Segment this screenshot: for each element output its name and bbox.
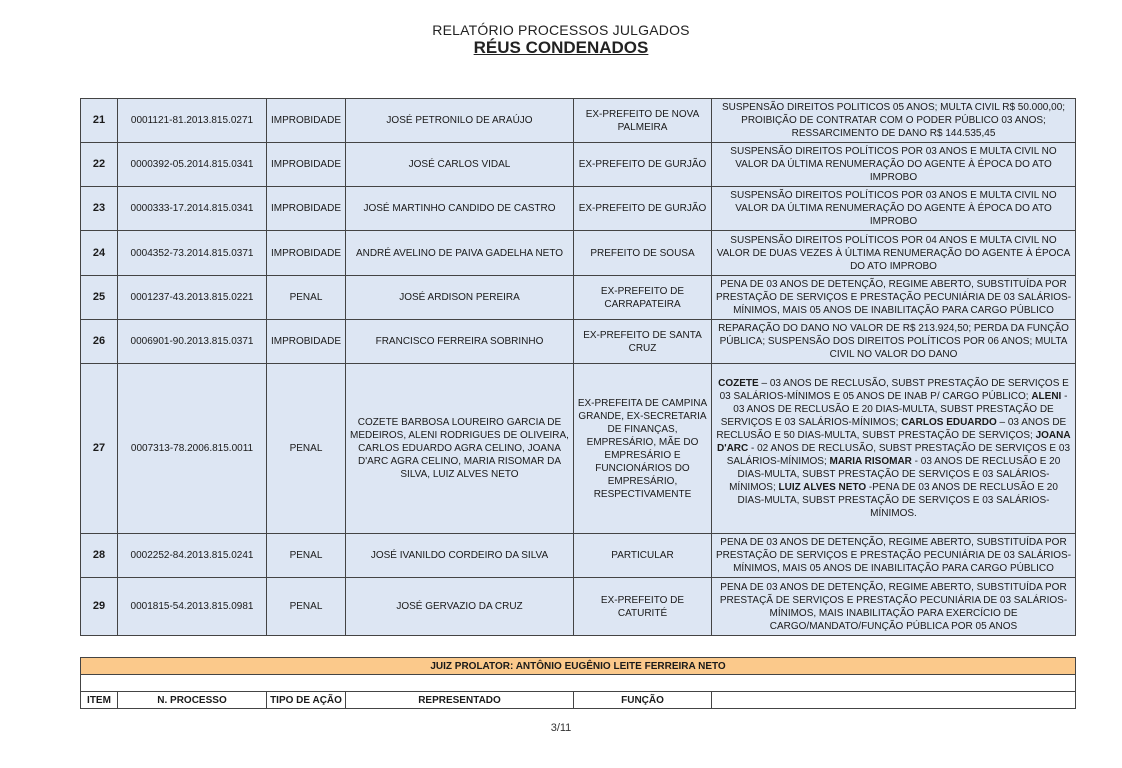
row-pena: PENA DE 03 ANOS DE DETENÇÃO, REGIME ABERTO, SUBSTITUÍDA POR PRESTAÇÃ DE SERVIÇOS E PRESTAÇÃO PECUNIÁRIA DE 03 SALÁRIOS-MÍNIMOS, MAIS INABILITAÇÃO PARA EXERCÍCIO DE CARGO/MANDATO/FUNÇÃO PÚBLICA POR 05 ANOS — [712, 578, 1076, 636]
row-representado: JOSÉ MARTINHO CANDIDO DE CASTRO — [346, 187, 574, 231]
defendant-sentence: - 03 ANOS DE RECLUSÃO E 20 DIAS-MULTA, SUBST PRESTAÇÃO DE SERVIÇOS E 03 SALÁRIOS-MÍNIMOS; — [720, 391, 1068, 428]
row-representado: FRANCISCO FERREIRA SOBRINHO — [346, 320, 574, 364]
row-tipo: IMPROBIDADE — [267, 99, 346, 143]
row-processo: 0007313-78.2006.815.0011 — [118, 364, 267, 534]
table-row — [81, 143, 1076, 187]
column-header-funcao: FUNÇÃO — [574, 692, 712, 709]
defendant-sentence: – 03 ANOS DE RECLUSÃO E 50 DIAS-MULTA, SUBST PRESTAÇÃO DE SERVIÇOS; — [716, 417, 1067, 441]
column-header-tipo: TIPO DE AÇÃO — [267, 692, 346, 709]
row-processo: 0006901-90.2013.815.0371 — [118, 320, 267, 364]
row-processo: 0001237-43.2013.815.0221 — [118, 276, 267, 320]
row-representado: JOSÉ IVANILDO CORDEIRO DA SILVA — [346, 534, 574, 578]
row-tipo: PENAL — [267, 578, 346, 636]
cases-table — [80, 98, 1076, 636]
row-item: 26 — [81, 320, 118, 364]
row-pena: SUSPENSÃO DIREITOS POLÍTICOS POR 03 ANOS E MULTA CIVIL NO VALOR DA ÚLTIMA RENUMERAÇÃO DO AGENTE À ÉPOCA DO ATO IMPROBO — [712, 143, 1076, 187]
report-title: RELATÓRIO PROCESSOS JULGADOS — [432, 22, 690, 38]
row-representado: JOSÉ PETRONILO DE ARAÚJO — [346, 99, 574, 143]
row-funcao: EX-PREFEITO DE NOVA PALMEIRA — [574, 99, 712, 143]
row-tipo: IMPROBIDADE — [267, 143, 346, 187]
column-header-processo: N. PROCESSO — [118, 692, 267, 709]
report-header — [0, 22, 1122, 58]
defendant-sentence: – 03 ANOS DE RECLUSÃO, SUBST PRESTAÇÃO DE SERVIÇOS E 03 SALÁRIOS-MÍNIMOS E 05 ANOS DE INAB P/ CARGO PÚBLICO; — [719, 378, 1069, 402]
cases-table-body — [81, 99, 1076, 636]
row-representado: COZETE BARBOSA LOUREIRO GARCIA DE MEDEIROS, ALENI RODRIGUES DE OLIVEIRA, CARLOS EDUARDO AGRA CELINO, JOANA D'ARC AGRA CELINO, MARIA RISOMAR DA SILVA, LUIZ ALVES NETO — [346, 364, 574, 534]
judge-title: JUIZ PROLATOR: ANTÔNIO EUGÊNIO LEITE FERREIRA NETO — [81, 658, 1076, 675]
row-pena: SUSPENSÃO DIREITOS POLITICOS 05 ANOS; MULTA CIVIL R$ 50.000,00; PROIBIÇÃO DE CONTRATAR COM O PODER PÚBLICO 03 ANOS; RESSARCIMENTO DE DANO R$ 144.535,45 — [712, 99, 1076, 143]
table-row — [81, 320, 1076, 364]
row-tipo: PENAL — [267, 364, 346, 534]
row-item: 29 — [81, 578, 118, 636]
row-representado: JOSÉ GERVAZIO DA CRUZ — [346, 578, 574, 636]
row-item: 25 — [81, 276, 118, 320]
row-funcao: EX-PREFEITO DE CATURITÉ — [574, 578, 712, 636]
defendant-name: COZETE — [718, 378, 759, 389]
defendant-name: JOANA D'ARC — [716, 430, 1071, 454]
defendant-name: LUIZ ALVES NETO — [778, 482, 867, 493]
table-row — [81, 578, 1076, 636]
defendant-sentence: - 03 ANOS DE RECLUSÃO E 20 DIAS-MULTA, SUBST PRESTAÇÃO DE SERVIÇOS E 03 SALÁRIOS-MÍNIMOS; — [729, 456, 1061, 493]
row-tipo: IMPROBIDADE — [267, 231, 346, 276]
row-processo: 0000333-17.2014.815.0341 — [118, 187, 267, 231]
table-row — [81, 534, 1076, 578]
row-item: 21 — [81, 99, 118, 143]
table-row — [81, 231, 1076, 276]
row-item: 28 — [81, 534, 118, 578]
row-tipo: PENAL — [267, 276, 346, 320]
row-processo: 0002252-84.2013.815.0241 — [118, 534, 267, 578]
row-tipo: IMPROBIDADE — [267, 187, 346, 231]
row-representado: ANDRÉ AVELINO DE PAIVA GADELHA NETO — [346, 231, 574, 276]
row-pena: PENA DE 03 ANOS DE DETENÇÃO, REGIME ABERTO, SUBSTITUÍDA POR PRESTAÇÃO DE SERVIÇOS E PRESTAÇÃO PECUNIÁRIA DE 03 SALÁRIOS-MÍNIMOS, MAIS 05 ANOS DE INABILITAÇÃO PARA CARGO PÚBLICO — [712, 276, 1076, 320]
defendant-name: MARIA RISOMAR — [829, 456, 912, 467]
row-funcao: PREFEITO DE SOUSA — [574, 231, 712, 276]
row-pena — [712, 364, 1076, 534]
row-item: 23 — [81, 187, 118, 231]
row-funcao: EX-PREFEITA DE CAMPINA GRANDE, EX-SECRETARIA DE FINANÇAS, EMPRESÁRIO, MÃE DO EMPRESÁRIO E FUNCIONÁRIOS DO EMPRESÁRIO, RESPECTIVAMENTE — [574, 364, 712, 534]
table-row — [81, 276, 1076, 320]
table-row — [81, 364, 1076, 534]
defendant-name: CARLOS EDUARDO — [901, 417, 997, 428]
row-processo: 0001815-54.2013.815.0981 — [118, 578, 267, 636]
row-tipo: PENAL — [267, 534, 346, 578]
judge-table — [80, 657, 1076, 709]
table-row — [81, 187, 1076, 231]
row-pena: REPARAÇÃO DO DANO NO VALOR DE R$ 213.924,50; PERDA DA FUNÇÃO PÚBLICA; SUSPENSÃO DOS DIREITOS POLÍTICOS POR 06 ANOS; MULTA CIVIL NO VALOR DO DANO — [712, 320, 1076, 364]
judge-section — [80, 657, 1075, 709]
row-representado: JOSÉ CARLOS VIDAL — [346, 143, 574, 187]
column-header-row — [81, 692, 1076, 709]
blank-row — [81, 675, 1076, 692]
page-number: 3/11 — [550, 722, 572, 734]
row-pena: PENA DE 03 ANOS DE DETENÇÃO, REGIME ABERTO, SUBSTITUÍDA POR PRESTAÇÃO DE SERVIÇOS E PRESTAÇÃO PECUNIÁRIA DE 03 SALÁRIOS-MÍNIMOS, MAIS 05 ANOS DE INABILITAÇÃO PARA CARGO PÚBLICO — [712, 534, 1076, 578]
row-representado: JOSÉ ARDISON PEREIRA — [346, 276, 574, 320]
defendant-sentence: -PENA DE 03 ANOS DE RECLUSÃO E 20 DIAS-MULTA, SUBST PRESTAÇÃO DE SERVIÇOS E 03 SALÁRIOS-MÍNIMOS. — [737, 482, 1058, 519]
row-item: 22 — [81, 143, 118, 187]
defendant-sentence: - 02 ANOS DE RECLUSÃO, SUBST PRESTAÇÃO DE SERVIÇOS E 03 SALÁRIOS-MÍNIMOS; — [726, 443, 1071, 467]
table-row — [81, 99, 1076, 143]
row-item: 27 — [81, 364, 118, 534]
row-funcao: EX-PREFEITO DE CARRAPATEIRA — [574, 276, 712, 320]
report-subtitle: RÉUS CONDENADOS — [473, 38, 649, 57]
row-processo: 0004352-73.2014.815.0371 — [118, 231, 267, 276]
row-processo: 0000392-05.2014.815.0341 — [118, 143, 267, 187]
row-pena: SUSPENSÃO DIREITOS POLÍTICOS POR 03 ANOS E MULTA CIVIL NO VALOR DA ÚLTIMA RENUMERAÇÃO DO AGENTE À ÉPOCA DO ATO IMPROBO — [712, 187, 1076, 231]
row-funcao: EX-PREFEITO DE GURJÃO — [574, 143, 712, 187]
row-funcao: EX-PREFEITO DE SANTA CRUZ — [574, 320, 712, 364]
row-tipo: IMPROBIDADE — [267, 320, 346, 364]
column-header-pena — [712, 692, 1076, 709]
row-pena: SUSPENSÃO DIREITOS POLÍTICOS POR 04 ANOS E MULTA CIVIL NO VALOR DE DUAS VEZES À ÚLTIMA RENUMERAÇÃO DO AGENTE À ÉPOCA DO ATO IMPROBO — [712, 231, 1076, 276]
row-funcao: PARTICULAR — [574, 534, 712, 578]
column-header-representado: REPRESENTADO — [346, 692, 574, 709]
row-item: 24 — [81, 231, 118, 276]
row-processo: 0001121-81.2013.815.0271 — [118, 99, 267, 143]
column-header-item: ITEM — [81, 692, 118, 709]
row-funcao: EX-PREFEITO DE GURJÃO — [574, 187, 712, 231]
defendant-name: ALENI — [1031, 391, 1062, 402]
